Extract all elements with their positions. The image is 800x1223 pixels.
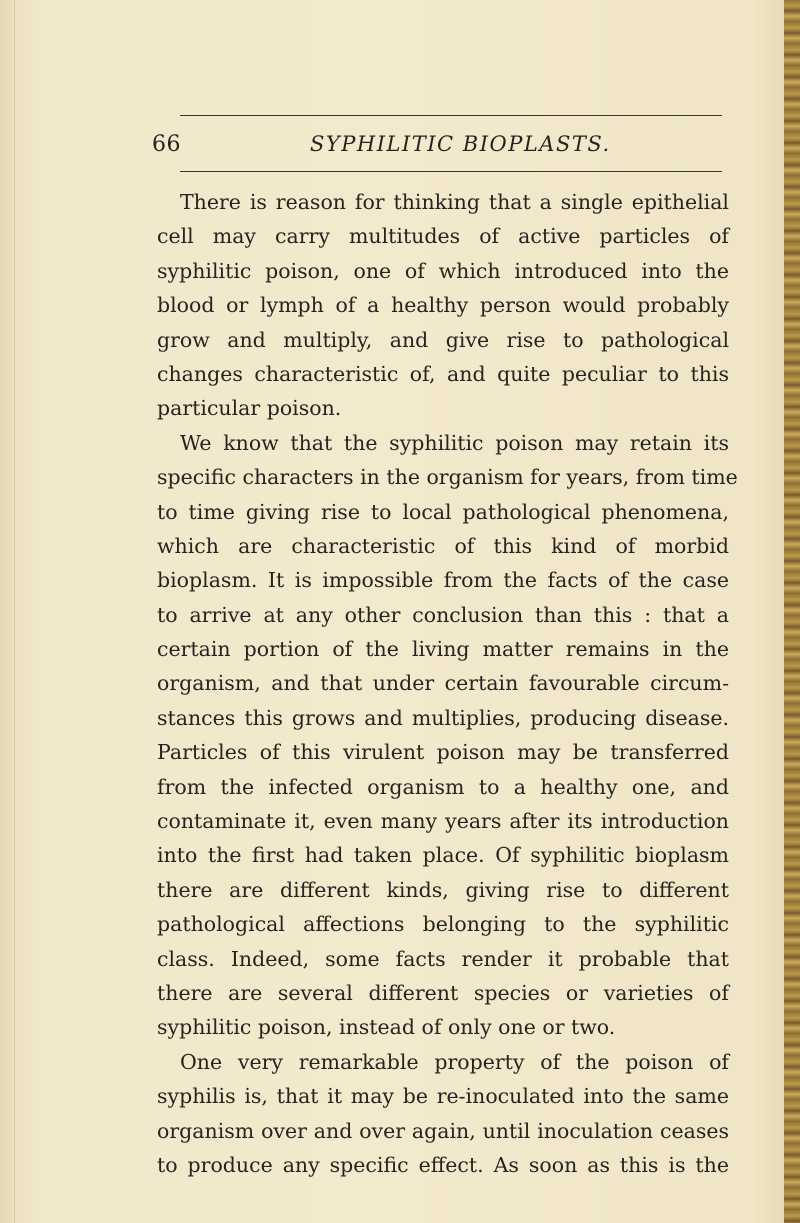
text-line: Particles of this virulent poison may be transferred	[157, 740, 729, 765]
text-line: One very remarkable property of the poison of	[180, 1049, 729, 1074]
text-line: which are characteristic of this kind of morbid	[157, 533, 729, 558]
text-line: there are several different species or varieties of	[157, 980, 729, 1005]
text-line: specific characters in the organism for years, from time	[157, 465, 738, 490]
body-text	[157, 185, 738, 1182]
text-line: from the infected organism to a healthy one, and	[157, 774, 729, 799]
text-line: to time giving rise to local pathological phenomena,	[157, 499, 729, 524]
left-page-edge	[0, 0, 15, 1223]
text-line: bioplasm. It is impossible from the facts of the case	[157, 568, 729, 593]
text-line: changes characteristic of, and quite peculiar to this	[157, 361, 729, 386]
text-line: stances this grows and multiplies, producing disease.	[157, 705, 729, 730]
text-line: pathological affections belonging to the syphilitic	[157, 912, 729, 937]
text-line: We know that the syphilitic poison may retain its	[180, 430, 729, 455]
header-rule-bottom	[180, 171, 722, 172]
page-number: 66	[152, 132, 181, 157]
text-line: syphilitic poison, instead of only one or two.	[157, 1015, 616, 1040]
text-line: organism over and over again, until inoculation ceases	[157, 1118, 729, 1143]
text-line: syphilis is, that it may be re-inoculated into the same	[157, 1084, 729, 1109]
text-line: certain portion of the living matter remains in the	[157, 637, 729, 662]
running-head: SYPHILITIC BIOPLASTS.	[310, 132, 611, 156]
text-line: cell may carry multitudes of active particles of	[157, 224, 729, 249]
text-line: grow and multiply, and give rise to pathological	[157, 327, 729, 352]
text-line: syphilitic poison, one of which introduced into the	[157, 258, 729, 283]
text-line: There is reason for thinking that a single epithelial	[180, 190, 729, 214]
text-line: particular poison.	[157, 396, 342, 421]
text-line: blood or lymph of a healthy person would probably	[157, 293, 729, 318]
text-line: into the first had taken place. Of syphilitic bioplasm	[157, 843, 729, 868]
text-line: there are different kinds, giving rise to different	[157, 877, 729, 902]
text-line: class. Indeed, some facts render it probable that	[157, 946, 729, 971]
text-line: organism, and that under certain favourable circum-	[157, 671, 729, 696]
text-line: contaminate it, even many years after its introduction	[157, 809, 729, 834]
book-spine-edge	[784, 0, 800, 1223]
text-line: to arrive at any other conclusion than this : that a	[157, 602, 729, 627]
text-line: to produce any specific effect. As soon as this is the	[157, 1152, 729, 1177]
header-rule-top	[180, 115, 722, 116]
